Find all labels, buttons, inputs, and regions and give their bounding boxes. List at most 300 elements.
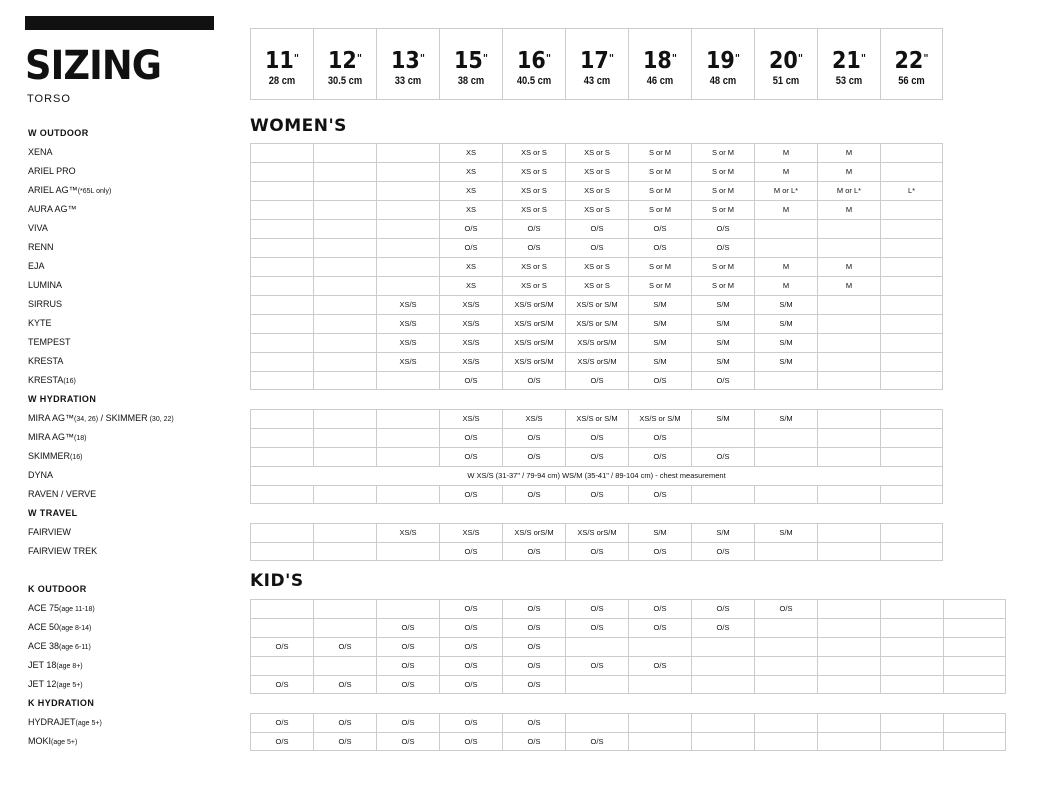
size-cell bbox=[754, 732, 817, 751]
size-cell: O/S bbox=[502, 542, 565, 561]
size-cell: XS or S bbox=[565, 143, 628, 162]
size-cell bbox=[880, 314, 943, 333]
product-name: RAVEN / VERVE bbox=[28, 489, 97, 499]
size-cell bbox=[880, 409, 943, 428]
product-name: DYNA bbox=[28, 470, 54, 480]
size-cell: O/S bbox=[565, 656, 628, 675]
size-inches: 16" bbox=[517, 48, 551, 74]
table-row bbox=[250, 333, 943, 352]
size-cell: O/S bbox=[565, 599, 628, 618]
size-cell bbox=[628, 713, 691, 732]
size-cell bbox=[691, 713, 754, 732]
size-cell: O/S bbox=[313, 675, 376, 694]
table-row bbox=[250, 618, 1006, 637]
size-cell: O/S bbox=[313, 637, 376, 656]
size-cell bbox=[250, 143, 313, 162]
size-cell bbox=[376, 257, 439, 276]
size-cell: XS or S bbox=[565, 200, 628, 219]
size-inches: 15" bbox=[454, 48, 488, 74]
size-cell: S/M bbox=[628, 314, 691, 333]
size-cell: O/S bbox=[439, 599, 502, 618]
table-row bbox=[250, 466, 943, 485]
size-cell: M bbox=[754, 257, 817, 276]
size-centimeters: 40.5 cm bbox=[516, 75, 552, 87]
size-cell bbox=[376, 200, 439, 219]
size-cell bbox=[754, 713, 817, 732]
size-cell bbox=[754, 637, 817, 656]
size-cell bbox=[250, 162, 313, 181]
product-name: JET 18(age 8+) bbox=[28, 660, 83, 670]
size-cell: O/S bbox=[565, 542, 628, 561]
size-cell bbox=[313, 143, 376, 162]
size-cell: XS/S bbox=[376, 314, 439, 333]
product-name: VIVA bbox=[28, 223, 48, 233]
size-cell: XS/S orS/M bbox=[565, 523, 628, 542]
size-cell bbox=[565, 637, 628, 656]
size-cell bbox=[817, 409, 880, 428]
size-cell: O/S bbox=[628, 656, 691, 675]
size-inches: 12" bbox=[328, 48, 362, 74]
size-cell bbox=[880, 485, 943, 504]
size-cell: S/M bbox=[691, 523, 754, 542]
size-cell bbox=[691, 732, 754, 751]
size-cell: O/S bbox=[502, 732, 565, 751]
size-column-header bbox=[250, 29, 313, 100]
size-cell bbox=[817, 314, 880, 333]
size-inches: 20" bbox=[769, 48, 803, 74]
size-cell: O/S bbox=[502, 447, 565, 466]
size-cell bbox=[376, 428, 439, 447]
size-cell: O/S bbox=[250, 713, 313, 732]
table-row bbox=[250, 238, 943, 257]
size-cell bbox=[880, 542, 943, 561]
size-cell: O/S bbox=[565, 219, 628, 238]
size-cell bbox=[250, 219, 313, 238]
size-cell bbox=[313, 314, 376, 333]
size-cell: XS/S bbox=[376, 333, 439, 352]
size-cell bbox=[691, 637, 754, 656]
size-cell bbox=[313, 162, 376, 181]
size-cell: S or M bbox=[628, 162, 691, 181]
size-cell: XS or S bbox=[502, 143, 565, 162]
size-cell bbox=[880, 732, 943, 751]
torso-size-header bbox=[250, 28, 943, 100]
size-cell bbox=[880, 238, 943, 257]
size-cell: XS/S bbox=[439, 409, 502, 428]
size-cell: O/S bbox=[502, 637, 565, 656]
size-cell bbox=[754, 238, 817, 257]
size-cell bbox=[880, 276, 943, 295]
size-cell bbox=[565, 675, 628, 694]
size-cell: O/S bbox=[439, 637, 502, 656]
size-centimeters: 46 cm bbox=[646, 75, 674, 87]
size-cell bbox=[250, 523, 313, 542]
size-cell bbox=[376, 409, 439, 428]
top-black-bar bbox=[25, 16, 214, 30]
product-name: KYTE bbox=[28, 318, 52, 328]
size-cell bbox=[376, 276, 439, 295]
product-name: ARIEL AG™(*65L only) bbox=[28, 185, 112, 195]
size-cell: O/S bbox=[439, 371, 502, 390]
size-centimeters: 43 cm bbox=[583, 75, 611, 87]
size-cell bbox=[880, 618, 943, 637]
product-name: MIRA AG™(34, 26) / SKIMMER (30, 22) bbox=[28, 413, 174, 423]
size-cell: XS or S bbox=[565, 257, 628, 276]
size-cell: O/S bbox=[439, 732, 502, 751]
table-row bbox=[250, 713, 1006, 732]
size-cell bbox=[817, 428, 880, 447]
size-cell: O/S bbox=[250, 637, 313, 656]
size-cell: XS/S orS/M bbox=[502, 333, 565, 352]
size-cell bbox=[880, 219, 943, 238]
size-cell: XS/S bbox=[439, 352, 502, 371]
product-name: SKIMMER(16) bbox=[28, 451, 83, 461]
size-cell bbox=[754, 219, 817, 238]
size-cell: S/M bbox=[754, 409, 817, 428]
size-cell bbox=[817, 732, 880, 751]
size-cell: S or M bbox=[691, 181, 754, 200]
table-row bbox=[250, 485, 943, 504]
size-cell bbox=[313, 428, 376, 447]
size-cell bbox=[313, 352, 376, 371]
size-cell: L* bbox=[880, 181, 943, 200]
size-cell bbox=[754, 485, 817, 504]
size-cell: S/M bbox=[754, 352, 817, 371]
size-cell: O/S bbox=[691, 599, 754, 618]
size-cell: S or M bbox=[628, 276, 691, 295]
table-row bbox=[250, 295, 943, 314]
product-name: ARIEL PRO bbox=[28, 166, 76, 176]
size-cell bbox=[313, 656, 376, 675]
size-cell: O/S bbox=[628, 542, 691, 561]
size-column-header bbox=[439, 29, 502, 100]
size-cell bbox=[754, 428, 817, 447]
table-row bbox=[250, 637, 1006, 656]
size-cell: XS or S bbox=[502, 276, 565, 295]
size-cell: XS/S bbox=[376, 295, 439, 314]
size-cell: S or M bbox=[691, 162, 754, 181]
size-inches: 19" bbox=[706, 48, 740, 74]
size-cell bbox=[754, 675, 817, 694]
size-cell: XS bbox=[439, 276, 502, 295]
size-cell bbox=[376, 181, 439, 200]
size-cell: XS/S bbox=[376, 352, 439, 371]
product-name: JET 12(age 5+) bbox=[28, 679, 83, 689]
size-inches: 13" bbox=[391, 48, 425, 74]
size-cell: XS bbox=[439, 200, 502, 219]
size-cell bbox=[943, 713, 1006, 732]
product-name: ACE 38(age 6-11) bbox=[28, 641, 91, 651]
size-cell: XS bbox=[439, 162, 502, 181]
product-name: MIRA AG™(18) bbox=[28, 432, 87, 442]
size-cell bbox=[250, 238, 313, 257]
size-cell: M bbox=[754, 276, 817, 295]
size-centimeters: 56 cm bbox=[898, 75, 925, 87]
size-cell: O/S bbox=[376, 637, 439, 656]
size-cell bbox=[313, 238, 376, 257]
size-cell: XS/S bbox=[439, 523, 502, 542]
size-cell: XS or S bbox=[502, 200, 565, 219]
size-cell bbox=[943, 656, 1006, 675]
size-cell: M bbox=[754, 200, 817, 219]
size-cell: M bbox=[817, 200, 880, 219]
size-cell: O/S bbox=[565, 428, 628, 447]
table-row bbox=[250, 599, 1006, 618]
size-cell bbox=[817, 447, 880, 466]
size-cell: XS/S bbox=[439, 295, 502, 314]
size-cell: O/S bbox=[439, 238, 502, 257]
size-cell bbox=[880, 295, 943, 314]
table-row bbox=[250, 257, 943, 276]
size-inches: 18" bbox=[643, 48, 677, 74]
size-cell bbox=[880, 162, 943, 181]
size-cell bbox=[754, 447, 817, 466]
size-cell: XS/S bbox=[439, 314, 502, 333]
size-cell: O/S bbox=[628, 447, 691, 466]
size-cell: O/S bbox=[565, 447, 628, 466]
size-cell: O/S bbox=[502, 371, 565, 390]
size-cell bbox=[880, 257, 943, 276]
size-cell: M bbox=[817, 143, 880, 162]
size-cell: M bbox=[817, 257, 880, 276]
size-cell: XS/S orS/M bbox=[565, 352, 628, 371]
size-cell: XS/S orS/M bbox=[502, 352, 565, 371]
size-cell: O/S bbox=[691, 542, 754, 561]
size-cell: S or M bbox=[691, 143, 754, 162]
size-cell bbox=[313, 542, 376, 561]
size-cell bbox=[754, 542, 817, 561]
size-cell bbox=[817, 219, 880, 238]
size-cell bbox=[943, 637, 1006, 656]
product-name: HYDRAJET(age 5+) bbox=[28, 717, 102, 727]
size-cell bbox=[376, 485, 439, 504]
size-cell: XS bbox=[439, 143, 502, 162]
size-cell bbox=[691, 675, 754, 694]
size-cell bbox=[313, 200, 376, 219]
size-cell bbox=[250, 200, 313, 219]
size-cell bbox=[880, 656, 943, 675]
size-inches: 22" bbox=[894, 48, 929, 74]
size-cell bbox=[754, 618, 817, 637]
size-cell bbox=[313, 371, 376, 390]
womens-category-label: W TRAVEL bbox=[28, 508, 78, 518]
size-cell: O/S bbox=[439, 675, 502, 694]
size-cell bbox=[250, 656, 313, 675]
size-cell bbox=[313, 181, 376, 200]
size-cell: XS or S bbox=[565, 181, 628, 200]
product-name: ACE 50(age 8-14) bbox=[28, 622, 92, 632]
size-column-header bbox=[376, 29, 439, 100]
size-cell: O/S bbox=[313, 732, 376, 751]
size-cell: O/S bbox=[565, 485, 628, 504]
size-cell: XS/S orS/M bbox=[502, 295, 565, 314]
product-name: LUMINA bbox=[28, 280, 63, 290]
size-cell bbox=[628, 637, 691, 656]
size-cell: O/S bbox=[754, 599, 817, 618]
size-cell bbox=[691, 428, 754, 447]
size-cell bbox=[880, 428, 943, 447]
table-row bbox=[250, 162, 943, 181]
size-cell bbox=[376, 143, 439, 162]
product-name: EJA bbox=[28, 261, 45, 271]
table-row bbox=[250, 428, 943, 447]
size-cell bbox=[250, 428, 313, 447]
size-cell bbox=[880, 713, 943, 732]
size-cell: O/S bbox=[376, 732, 439, 751]
table-row bbox=[250, 352, 943, 371]
size-cell: M or L* bbox=[817, 181, 880, 200]
size-cell bbox=[250, 276, 313, 295]
size-cell: O/S bbox=[565, 238, 628, 257]
size-cell bbox=[880, 675, 943, 694]
size-cell: XS or S bbox=[565, 276, 628, 295]
size-cell bbox=[817, 675, 880, 694]
size-centimeters: 30.5 cm bbox=[327, 75, 363, 87]
size-cell: XS/S or S/M bbox=[628, 409, 691, 428]
size-cell: S/M bbox=[628, 523, 691, 542]
size-cell bbox=[880, 637, 943, 656]
size-cell bbox=[313, 276, 376, 295]
size-cell: S or M bbox=[628, 143, 691, 162]
size-cell bbox=[817, 352, 880, 371]
size-cell: XS/S orS/M bbox=[502, 314, 565, 333]
size-cell: S/M bbox=[754, 523, 817, 542]
size-cell: O/S bbox=[502, 219, 565, 238]
size-cell: XS bbox=[439, 181, 502, 200]
size-cell bbox=[250, 409, 313, 428]
size-cell: O/S bbox=[439, 447, 502, 466]
page-title: SIZING bbox=[25, 43, 162, 89]
size-cell: S/M bbox=[691, 352, 754, 371]
size-column-header bbox=[502, 29, 565, 100]
size-cell: O/S bbox=[376, 656, 439, 675]
size-cell: O/S bbox=[628, 371, 691, 390]
size-cell bbox=[376, 599, 439, 618]
size-cell: O/S bbox=[502, 656, 565, 675]
size-cell bbox=[817, 542, 880, 561]
size-cell: O/S bbox=[565, 732, 628, 751]
size-cell: M bbox=[754, 162, 817, 181]
size-cell: XS/S orS/M bbox=[565, 333, 628, 352]
size-cell bbox=[880, 143, 943, 162]
table-row bbox=[250, 200, 943, 219]
product-name: FAIRVIEW bbox=[28, 527, 71, 537]
table-row bbox=[250, 675, 1006, 694]
size-cell: S/M bbox=[691, 314, 754, 333]
size-cell bbox=[376, 542, 439, 561]
size-cell: O/S bbox=[628, 485, 691, 504]
size-cell: O/S bbox=[439, 713, 502, 732]
size-cell bbox=[817, 523, 880, 542]
size-cell bbox=[565, 713, 628, 732]
size-cell: XS bbox=[439, 257, 502, 276]
size-cell: O/S bbox=[628, 238, 691, 257]
size-cell bbox=[817, 618, 880, 637]
size-cell: O/S bbox=[502, 713, 565, 732]
table-row bbox=[250, 409, 943, 428]
size-cell: XS/S orS/M bbox=[502, 523, 565, 542]
size-cell bbox=[817, 295, 880, 314]
size-cell bbox=[376, 447, 439, 466]
size-cell: O/S bbox=[502, 428, 565, 447]
size-cell: O/S bbox=[565, 618, 628, 637]
product-name: TEMPEST bbox=[28, 337, 71, 347]
size-cell bbox=[250, 181, 313, 200]
size-cell: XS or S bbox=[565, 162, 628, 181]
table-row bbox=[250, 656, 1006, 675]
table-row bbox=[250, 276, 943, 295]
size-cell: O/S bbox=[250, 732, 313, 751]
size-cell: O/S bbox=[628, 428, 691, 447]
size-cell: S or M bbox=[628, 200, 691, 219]
size-cell bbox=[376, 238, 439, 257]
size-cell: S/M bbox=[691, 333, 754, 352]
size-cell bbox=[313, 257, 376, 276]
table-row bbox=[250, 314, 943, 333]
size-inches: 17" bbox=[580, 48, 614, 74]
size-cell bbox=[817, 713, 880, 732]
page-subtitle: TORSO bbox=[27, 93, 71, 105]
womens-category-label: W OUTDOOR bbox=[28, 128, 89, 138]
size-column-header bbox=[313, 29, 376, 100]
size-cell: O/S bbox=[628, 599, 691, 618]
product-name: FAIRVIEW TREK bbox=[28, 546, 98, 556]
size-cell: O/S bbox=[691, 238, 754, 257]
size-centimeters: 28 cm bbox=[268, 75, 296, 87]
product-name: KRESTA bbox=[28, 356, 64, 366]
size-cell: XS/S bbox=[376, 523, 439, 542]
size-cell bbox=[250, 599, 313, 618]
size-cell bbox=[313, 523, 376, 542]
size-cell: O/S bbox=[439, 485, 502, 504]
size-cell: S/M bbox=[691, 295, 754, 314]
size-cell bbox=[817, 637, 880, 656]
size-cell: O/S bbox=[502, 599, 565, 618]
size-cell: S or M bbox=[691, 257, 754, 276]
product-name: ACE 75(age 11-18) bbox=[28, 603, 95, 613]
table-row bbox=[250, 181, 943, 200]
size-cell bbox=[691, 656, 754, 675]
kids-heading: KID'S bbox=[250, 571, 304, 591]
table-row bbox=[250, 371, 943, 390]
size-cell: S or M bbox=[628, 181, 691, 200]
size-column-header bbox=[565, 29, 628, 100]
size-centimeters: 48 cm bbox=[709, 75, 737, 87]
table-row bbox=[250, 523, 943, 542]
size-cell: O/S bbox=[502, 675, 565, 694]
product-name: XENA bbox=[28, 147, 53, 157]
size-cell bbox=[313, 485, 376, 504]
table-row bbox=[250, 143, 943, 162]
size-cell bbox=[880, 333, 943, 352]
size-cell bbox=[943, 618, 1006, 637]
size-cell: O/S bbox=[691, 219, 754, 238]
size-cell bbox=[250, 352, 313, 371]
size-column-header bbox=[880, 29, 943, 100]
size-cell: S/M bbox=[754, 295, 817, 314]
size-cell: O/S bbox=[502, 618, 565, 637]
size-cell: XS or S bbox=[502, 162, 565, 181]
size-cell bbox=[628, 732, 691, 751]
size-cell bbox=[817, 371, 880, 390]
size-cell bbox=[250, 295, 313, 314]
size-cell bbox=[880, 200, 943, 219]
size-cell: O/S bbox=[439, 428, 502, 447]
size-cell bbox=[250, 485, 313, 504]
size-cell bbox=[376, 371, 439, 390]
size-cell bbox=[691, 485, 754, 504]
size-cell bbox=[817, 333, 880, 352]
